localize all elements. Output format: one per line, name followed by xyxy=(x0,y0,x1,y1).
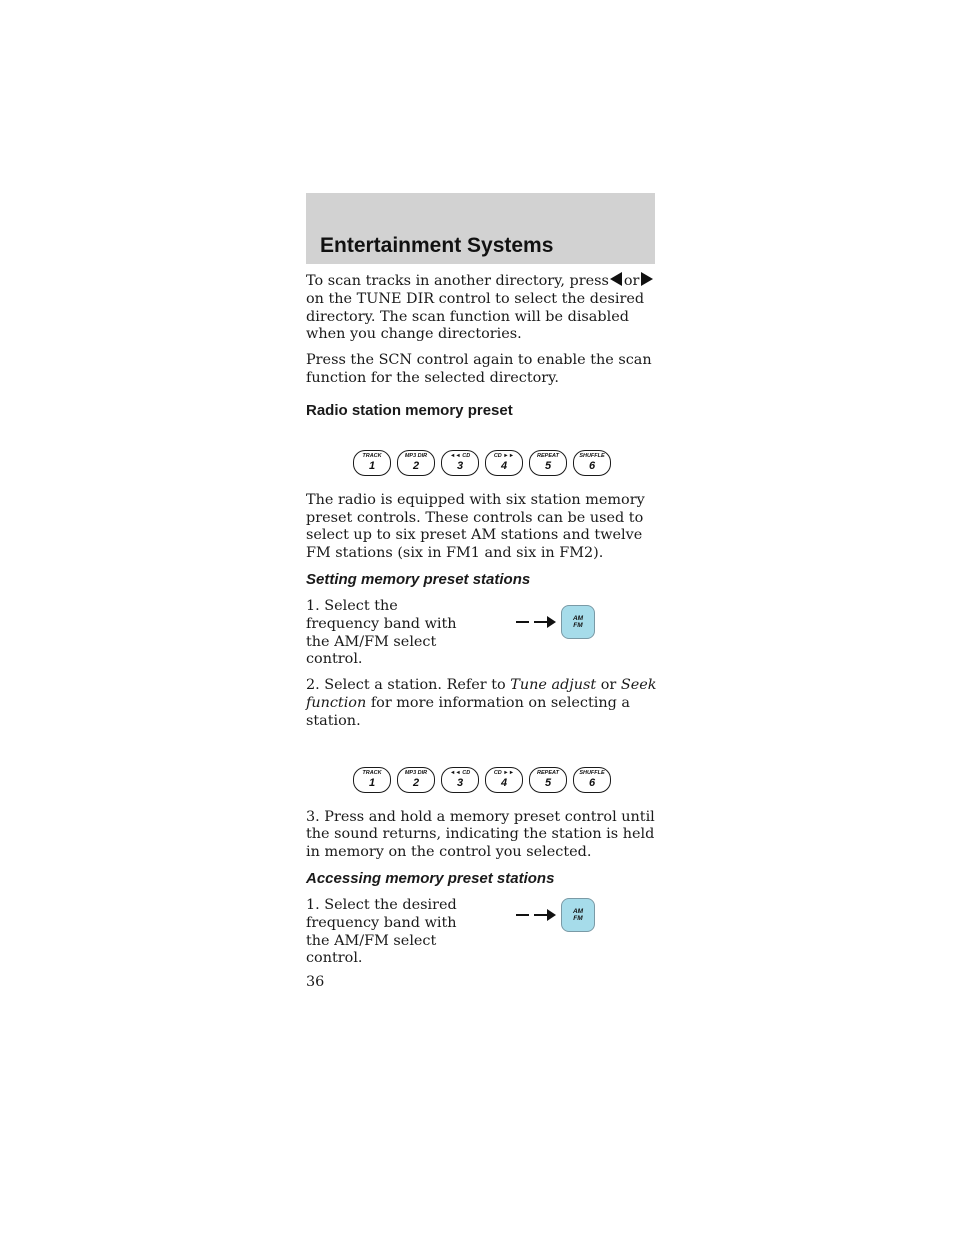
preset-label: ◄◄ CD xyxy=(449,452,471,459)
radio-paragraph: The radio is equipped with six station memory preset controls. These controls can be used to select up to six preset AM stations and twelve FM stations (six in FM1 and six in FM2). xyxy=(306,491,645,562)
scn-paragraph: Press the SCN control again to enable the scan function for the selected directory. xyxy=(306,352,652,386)
preset-button-1[interactable] xyxy=(353,767,391,793)
left-arrow-icon xyxy=(610,272,622,286)
preset-button-1[interactable] xyxy=(353,450,391,476)
setting-step-1: 1. Select the frequency band with the AM/FM select control. xyxy=(306,597,457,668)
preset-button-5[interactable] xyxy=(529,767,567,793)
page-title: Entertainment Systems xyxy=(320,234,554,257)
seek-function-reference: Seek function xyxy=(306,677,657,711)
dash-icon xyxy=(516,914,529,916)
preset-button-5[interactable] xyxy=(529,450,567,476)
preset-number: 1 xyxy=(368,776,376,789)
preset-controls-row xyxy=(306,450,658,478)
scan-text-before: To scan tracks in another directory, press xyxy=(306,273,609,289)
step2-text-before: 2. Select a station. Refer to xyxy=(306,677,506,694)
preset-number: 6 xyxy=(588,459,596,472)
amfm-label-am: AM xyxy=(572,907,584,915)
dash-icon xyxy=(516,621,529,623)
preset-label: SHUFFLE xyxy=(579,452,605,459)
preset-button-3[interactable] xyxy=(441,767,479,793)
scan-text-after: on the TUNE DIR control to select the desired directory. The scan function will be disabled when you change directories. xyxy=(306,290,645,343)
amfm-label-fm: FM xyxy=(573,914,583,922)
preset-number: 2 xyxy=(412,459,420,472)
preset-button-6[interactable] xyxy=(573,767,611,793)
preset-number: 3 xyxy=(456,459,464,472)
preset-label: CD ►► xyxy=(493,452,515,459)
preset-number: 5 xyxy=(544,776,552,789)
amfm-button[interactable] xyxy=(561,898,595,932)
preset-number: 1 xyxy=(368,459,376,472)
header-band xyxy=(306,193,655,264)
preset-label: MP3 DIR xyxy=(404,769,428,776)
page-content xyxy=(306,272,658,968)
dash-icon xyxy=(534,621,547,623)
preset-label: TRACK xyxy=(362,769,382,776)
preset-label: MP3 DIR xyxy=(404,452,428,459)
preset-button-4[interactable] xyxy=(485,450,523,476)
section-heading-setting-presets: Setting memory preset stations xyxy=(306,570,531,588)
preset-label: ◄◄ CD xyxy=(449,769,471,776)
preset-label: TRACK xyxy=(362,452,382,459)
preset-label: CD ►► xyxy=(493,769,515,776)
dash-icon xyxy=(534,914,547,916)
amfm-button[interactable] xyxy=(561,605,595,639)
arrow-right-icon xyxy=(547,616,556,628)
preset-number: 6 xyxy=(588,776,596,789)
preset-button-2[interactable] xyxy=(397,767,435,793)
page-number: 36 xyxy=(306,974,325,990)
setting-step-2 xyxy=(306,677,658,730)
setting-step-1-row xyxy=(306,598,658,669)
preset-number: 3 xyxy=(456,776,464,789)
section-heading-accessing-presets: Accessing memory preset stations xyxy=(306,869,555,887)
amfm-label-fm: FM xyxy=(573,621,583,629)
preset-button-6[interactable] xyxy=(573,450,611,476)
preset-controls-row-2 xyxy=(306,767,658,795)
section-heading-radio-preset: Radio station memory preset xyxy=(306,401,513,419)
preset-number: 2 xyxy=(412,776,420,789)
amfm-select-graphic xyxy=(516,605,595,639)
preset-button-4[interactable] xyxy=(485,767,523,793)
accessing-step-1: 1. Select the desired frequency band with the AM/FM select control. xyxy=(306,896,457,967)
preset-label: REPEAT xyxy=(537,452,559,459)
step2-text-after: for more information on selecting a station. xyxy=(306,694,631,729)
right-arrow-icon xyxy=(641,272,653,286)
accessing-step-1-row xyxy=(306,897,658,968)
preset-button-3[interactable] xyxy=(441,450,479,476)
preset-number: 4 xyxy=(500,459,508,472)
scan-text-or: or xyxy=(623,273,640,289)
step2-text-or: or xyxy=(600,677,617,694)
scan-paragraph xyxy=(306,272,658,344)
preset-label: REPEAT xyxy=(537,769,559,776)
preset-button-2[interactable] xyxy=(397,450,435,476)
arrow-right-icon xyxy=(547,909,556,921)
tune-adjust-reference: Tune adjust xyxy=(510,677,597,694)
preset-number: 4 xyxy=(500,776,508,789)
preset-number: 5 xyxy=(544,459,552,472)
setting-step-3: 3. Press and hold a memory preset control until the sound returns, indicating the station is held in memory on the control you selected. xyxy=(306,808,655,861)
amfm-label-am: AM xyxy=(572,614,584,622)
preset-label: SHUFFLE xyxy=(579,769,605,776)
amfm-select-graphic-2 xyxy=(516,898,595,932)
